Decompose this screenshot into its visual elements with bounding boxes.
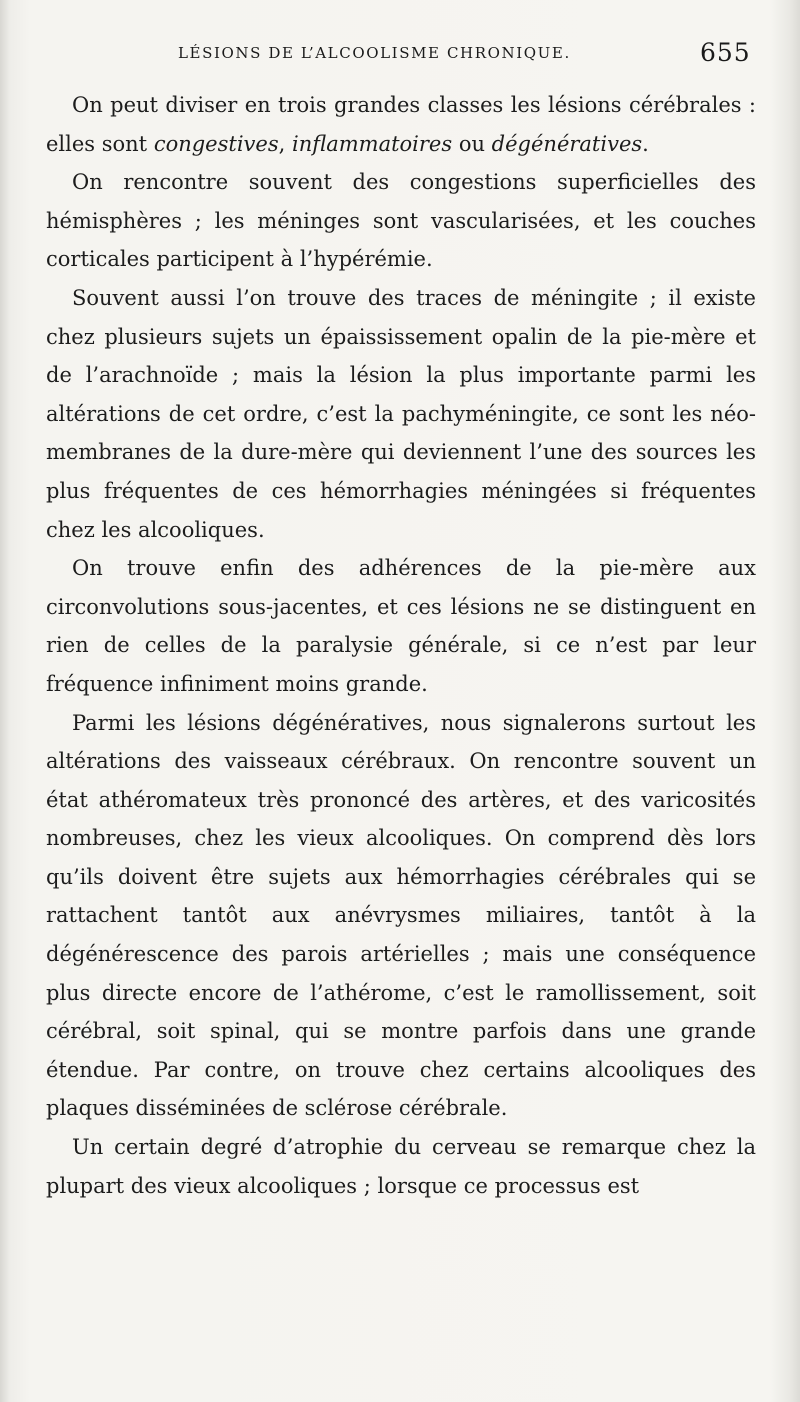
paragraph [46, 163, 756, 279]
italic-term: inflammatoires [291, 131, 453, 156]
text-segment: Un certain degré d’atrophie du cerveau se remarque chez la plupart des vieux alcooliques ; lorsque ce processus est [46, 1135, 756, 1198]
page-number: 655 [700, 38, 751, 67]
text-segment: Souvent aussi l’on trouve des traces de méningite ; il existe chez plusieurs sujets un épaississement opalin de la pie-mère et de l’arachnoïde ; mais la lésion la plus importante parmi les altérations de cet ordre, c’est la pachyméningite, ce sont les néo-membranes de la dure-mère qui deviennent l’une des sources les plus fréquentes de ces hémorrhagies méningées si fréquentes chez les alcooliques. [46, 285, 756, 542]
page-header [0, 30, 800, 70]
italic-term: dégénératives [491, 131, 643, 156]
text-segment: On rencontre souvent des congestions superficielles des hémisphères ; les méninges sont vascularisées, et les couches corticales participent à l’hypérémie. [46, 170, 756, 272]
paragraph [46, 86, 756, 163]
text-segment: On trouve enfin des adhérences de la pie-mère aux circonvolutions sous-jacentes, et ces lésions ne se distinguent en rien de celles de la paralysie générale, si ce n’est par leur fréquence infiniment moins grande. [46, 556, 756, 696]
paragraph [46, 704, 756, 1129]
paragraph [46, 1128, 756, 1205]
paragraph [46, 279, 756, 549]
text-segment: Parmi les lésions dégénératives, nous signalerons surtout les altérations des vaisseaux cérébraux. On rencontre souvent un état athéromateux très prononcé des artères, et des varicosités nombreuses, chez les vieux alcooliques. On comprend dès lors qu’ils doivent être sujets aux hémorrhagies cérébrales qui se rattachent tantôt aux anévrysmes miliaires, tantôt à la dégénérescence des parois artérielles ; mais une conséquence plus directe encore de l’athérome, c’est le ramollissement, soit cérébral, soit spinal, qui se montre parfois dans une grande étendue. Par contre, on trouve chez certains alcooliques des plaques disséminées de sclérose cérébrale. [46, 710, 756, 1121]
paragraph [46, 549, 756, 703]
text-segment: ou [452, 131, 492, 156]
text-segment: On peut diviser en trois grandes classes les lésions cérébrales : elles sont [46, 93, 756, 156]
text-segment: . [642, 131, 649, 156]
running-title: LÉSIONS DE L’ALCOOLISME CHRONIQUE. [178, 44, 571, 62]
body-text [46, 86, 756, 1205]
italic-term: congestives [153, 131, 279, 156]
text-segment: , [278, 131, 292, 156]
